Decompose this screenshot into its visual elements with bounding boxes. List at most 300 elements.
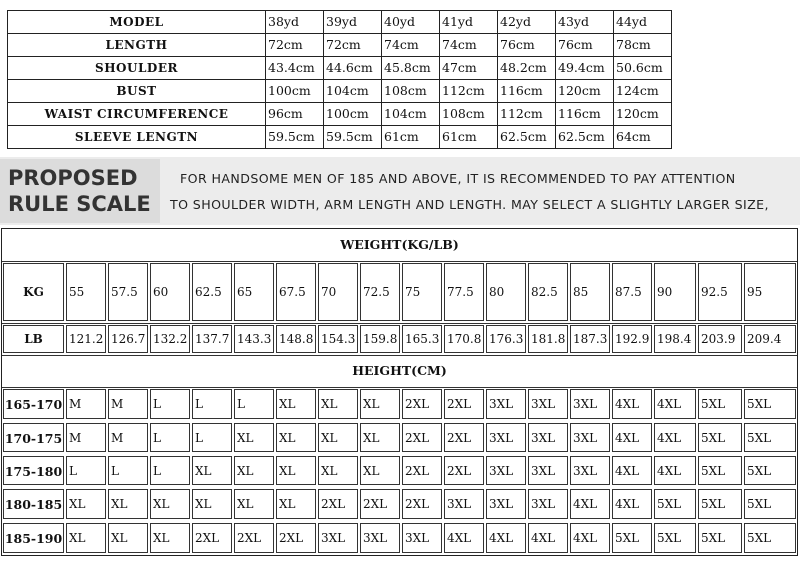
size-cell-text: 5XL xyxy=(657,531,682,545)
size-cell-text: 5XL xyxy=(701,531,726,545)
measurement-cell: 64cm xyxy=(614,126,672,149)
size-cell xyxy=(66,389,106,419)
size-cell xyxy=(150,389,190,419)
size-cell-text: XL xyxy=(279,397,296,411)
size-cell-text: 5XL xyxy=(701,430,726,445)
size-header-cell: 44yd xyxy=(614,11,672,34)
size-cell xyxy=(276,456,316,485)
kg-cell xyxy=(570,263,610,321)
size-cell-text: 2XL xyxy=(363,497,388,511)
measurement-cell: 44.6cm xyxy=(324,57,382,80)
size-cell xyxy=(108,456,148,485)
row-divider xyxy=(2,355,797,356)
measurement-cell: 74cm xyxy=(440,34,498,57)
size-cell xyxy=(612,456,652,485)
size-cell-text: XL xyxy=(363,463,380,478)
size-cell xyxy=(486,489,526,519)
size-cell xyxy=(150,423,190,452)
size-cell xyxy=(486,456,526,485)
measurement-cell: 108cm xyxy=(440,103,498,126)
size-cell xyxy=(402,523,442,553)
size-header-cell: 39yd xyxy=(324,11,382,34)
size-cell xyxy=(276,389,316,419)
lb-cell-text: 176.3 xyxy=(489,332,524,346)
size-cell xyxy=(192,523,232,553)
size-cell xyxy=(444,489,484,519)
lb-cell xyxy=(402,325,442,353)
size-cell-text: 5XL xyxy=(657,497,682,511)
size-cell xyxy=(108,523,148,553)
lb-cell-text: 203.9 xyxy=(701,332,736,346)
lb-cell xyxy=(570,325,610,353)
measurement-row-label: SHOULDER xyxy=(8,57,266,80)
measurement-row-label: SLEEVE LENGTN xyxy=(8,126,266,149)
measurement-cell: 78cm xyxy=(614,34,672,57)
measurement-row xyxy=(8,126,672,149)
row-divider xyxy=(2,387,797,388)
size-cell-text: 3XL xyxy=(405,531,430,545)
size-cell xyxy=(318,523,358,553)
lb-cell xyxy=(612,325,652,353)
size-cell xyxy=(654,489,696,519)
size-cell xyxy=(570,456,610,485)
lb-cell-text: 198.4 xyxy=(657,332,692,346)
size-cell xyxy=(150,523,190,553)
kg-cell xyxy=(150,263,190,321)
size-cell xyxy=(360,389,400,419)
size-cell xyxy=(698,523,742,553)
size-cell xyxy=(528,456,568,485)
measurement-cell: 120cm xyxy=(556,80,614,103)
measurement-cell: 59.5cm xyxy=(324,126,382,149)
measurement-cell: 124cm xyxy=(614,80,672,103)
size-cell xyxy=(654,523,696,553)
size-cell-text: 3XL xyxy=(489,497,514,511)
size-header-cell: 38yd xyxy=(266,11,324,34)
size-cell-text: L xyxy=(237,397,245,411)
size-cell xyxy=(192,489,232,519)
size-cell xyxy=(744,523,796,553)
size-cell-text: M xyxy=(111,397,124,411)
size-cell xyxy=(234,489,274,519)
measurement-cell: 76cm xyxy=(498,34,556,57)
measurement-row-label: WAIST CIRCUMFERENCE xyxy=(8,103,266,126)
kg-cell-text: 57.5 xyxy=(111,285,138,299)
size-cell xyxy=(66,456,106,485)
lb-cell-text: 181.8 xyxy=(531,332,566,346)
size-cell-text: 4XL xyxy=(615,497,640,511)
size-cell xyxy=(528,389,568,419)
size-cell xyxy=(698,423,742,452)
size-cell-text: 2XL xyxy=(195,531,220,545)
kg-cell-text: 92.5 xyxy=(701,285,728,299)
size-cell-text: 4XL xyxy=(657,430,682,445)
size-cell xyxy=(234,456,274,485)
kg-cell xyxy=(612,263,652,321)
measurement-cell: 104cm xyxy=(382,103,440,126)
measurement-cell: 116cm xyxy=(556,103,614,126)
size-cell xyxy=(360,456,400,485)
size-cell-text: L xyxy=(111,463,119,478)
height-range-label xyxy=(3,389,64,419)
size-cell-text: 3XL xyxy=(489,430,514,445)
measurement-cell: 61cm xyxy=(440,126,498,149)
size-cell-text: XL xyxy=(69,531,86,545)
size-cell xyxy=(570,523,610,553)
kg-cell xyxy=(444,263,484,321)
lb-cell xyxy=(276,325,316,353)
size-cell xyxy=(486,389,526,419)
size-recommendation-table xyxy=(1,228,798,556)
measurement-row-label: LENGTH xyxy=(8,34,266,57)
measurement-row xyxy=(8,103,672,126)
lb-cell xyxy=(486,325,526,353)
size-cell xyxy=(150,489,190,519)
size-cell-text: 5XL xyxy=(747,397,772,411)
kg-cell-text: 70 xyxy=(321,285,337,299)
size-cell xyxy=(192,423,232,452)
lb-cell-text: 143.3 xyxy=(237,332,272,346)
kg-cell xyxy=(402,263,442,321)
size-cell-text: 3XL xyxy=(489,463,514,478)
size-cell-text: 3XL xyxy=(447,497,472,511)
size-cell xyxy=(612,523,652,553)
lb-cell-text: 192.9 xyxy=(615,332,650,346)
kg-cell-text: 75 xyxy=(405,285,421,299)
measurement-row xyxy=(8,80,672,103)
size-cell-text: 4XL xyxy=(615,463,640,478)
banner-title xyxy=(0,159,160,223)
size-cell-text: 5XL xyxy=(747,430,772,445)
model-label: MODEL xyxy=(8,11,266,34)
size-cell-text: 2XL xyxy=(405,463,430,478)
measurement-cell: 96cm xyxy=(266,103,324,126)
size-cell xyxy=(276,523,316,553)
row-divider xyxy=(2,323,797,324)
size-cell-text: XL xyxy=(111,497,128,511)
measurement-cell: 104cm xyxy=(324,80,382,103)
height-range-label-text: 165-170 xyxy=(4,397,63,412)
size-cell xyxy=(654,456,696,485)
size-cell-text: 5XL xyxy=(747,497,772,511)
size-cell xyxy=(66,489,106,519)
size-cell xyxy=(444,456,484,485)
kg-cell xyxy=(654,263,696,321)
measurement-cell: 108cm xyxy=(382,80,440,103)
measurement-cell: 62.5cm xyxy=(556,126,614,149)
row-divider xyxy=(2,261,797,262)
measurement-cell: 50.6cm xyxy=(614,57,672,80)
height-range-label xyxy=(3,456,64,485)
kg-cell-text: 62.5 xyxy=(195,285,222,299)
size-cell-text: 4XL xyxy=(573,497,598,511)
size-cell-text: XL xyxy=(111,531,128,545)
size-cell xyxy=(744,389,796,419)
size-cell-text: XL xyxy=(363,397,380,411)
size-cell-text: 5XL xyxy=(701,463,726,478)
measurement-cell: 61cm xyxy=(382,126,440,149)
measurement-row xyxy=(8,34,672,57)
size-cell-text: 4XL xyxy=(657,397,682,411)
size-cell-text: XL xyxy=(195,463,212,478)
kg-cell-text: 85 xyxy=(573,285,589,299)
size-cell-text: XL xyxy=(279,430,296,445)
height-range-label-text: 170-175 xyxy=(4,430,63,446)
kg-cell-text: 87.5 xyxy=(615,285,642,299)
size-cell xyxy=(360,523,400,553)
measurement-cell: 49.4cm xyxy=(556,57,614,80)
size-cell xyxy=(192,389,232,419)
size-cell xyxy=(318,423,358,452)
measurement-cell: 120cm xyxy=(614,103,672,126)
size-cell-text: L xyxy=(195,430,203,445)
size-cell-text: 4XL xyxy=(615,397,640,411)
measurement-cell: 74cm xyxy=(382,34,440,57)
height-range-label-text: 185-190 xyxy=(4,531,63,546)
kg-cell-text: 55 xyxy=(69,285,85,299)
measurement-cell: 62.5cm xyxy=(498,126,556,149)
lb-cell xyxy=(654,325,696,353)
size-cell xyxy=(744,489,796,519)
size-cell-text: 4XL xyxy=(615,430,640,445)
measurement-cell: 76cm xyxy=(556,34,614,57)
size-cell-text: XL xyxy=(321,397,338,411)
height-range-label xyxy=(3,489,64,519)
height-range-label xyxy=(3,423,64,452)
lb-cell-text: 187.3 xyxy=(573,332,608,346)
size-header-cell: 40yd xyxy=(382,11,440,34)
size-cell xyxy=(698,389,742,419)
lb-cell-text: 126.7 xyxy=(111,332,146,346)
size-cell xyxy=(528,523,568,553)
kg-cell xyxy=(744,263,796,321)
kg-cell-text: 60 xyxy=(153,285,169,299)
size-cell xyxy=(698,489,742,519)
kg-cell xyxy=(192,263,232,321)
lb-cell-text: 148.8 xyxy=(279,332,314,346)
size-cell-text: 2XL xyxy=(405,397,430,411)
size-cell-text: 4XL xyxy=(657,463,682,478)
size-cell-text: XL xyxy=(153,531,170,545)
kg-cell-text: 72.5 xyxy=(363,285,390,299)
size-cell xyxy=(234,389,274,419)
size-cell xyxy=(486,423,526,452)
lb-cell xyxy=(318,325,358,353)
size-cell xyxy=(402,423,442,452)
measurement-cell: 100cm xyxy=(324,103,382,126)
size-cell-text: 4XL xyxy=(489,531,514,545)
kg-cell-text: 82.5 xyxy=(531,285,558,299)
size-cell xyxy=(276,489,316,519)
size-cell xyxy=(698,456,742,485)
kg-label-text: KG xyxy=(23,285,44,299)
size-cell-text: 3XL xyxy=(531,430,556,445)
size-cell xyxy=(444,389,484,419)
size-cell-text: 4XL xyxy=(573,531,598,545)
lb-label-text: LB xyxy=(24,332,43,346)
size-cell xyxy=(402,456,442,485)
size-cell xyxy=(66,523,106,553)
size-cell-text: XL xyxy=(321,430,338,445)
kg-cell-text: 95 xyxy=(747,285,763,299)
height-range-label xyxy=(3,523,64,553)
size-cell-text: XL xyxy=(237,430,254,445)
lb-cell xyxy=(234,325,274,353)
measurement-cell: 43.4cm xyxy=(266,57,324,80)
lb-cell-text: 132.2 xyxy=(153,332,188,346)
lb-cell-text: 159.8 xyxy=(363,332,398,346)
size-cell xyxy=(192,456,232,485)
size-cell-text: 3XL xyxy=(531,463,556,478)
kg-cell-text: 77.5 xyxy=(447,285,474,299)
measurement-row-label: BUST xyxy=(8,80,266,103)
size-cell-text: M xyxy=(111,430,124,445)
kg-cell xyxy=(108,263,148,321)
lb-cell-text: 137.7 xyxy=(195,332,230,346)
lb-label xyxy=(3,325,64,353)
size-cell xyxy=(612,423,652,452)
size-cell xyxy=(528,423,568,452)
size-cell xyxy=(444,423,484,452)
kg-cell xyxy=(360,263,400,321)
size-cell xyxy=(108,489,148,519)
measurement-cell: 112cm xyxy=(498,103,556,126)
size-cell-text: XL xyxy=(363,430,380,445)
size-cell-text: XL xyxy=(153,497,170,511)
size-cell-text: 2XL xyxy=(447,397,472,411)
size-header-cell: 42yd xyxy=(498,11,556,34)
measurement-cell: 112cm xyxy=(440,80,498,103)
size-cell xyxy=(318,456,358,485)
proposed-rule-scale-banner xyxy=(0,157,800,225)
kg-cell-text: 80 xyxy=(489,285,505,299)
size-cell-text: 2XL xyxy=(279,531,304,545)
measurement-cell: 45.8cm xyxy=(382,57,440,80)
size-cell-text: 5XL xyxy=(615,531,640,545)
size-cell-text: XL xyxy=(237,497,254,511)
size-cell-text: L xyxy=(153,397,161,411)
size-cell-text: M xyxy=(69,397,82,411)
size-cell xyxy=(66,423,106,452)
measurement-row xyxy=(8,57,672,80)
lb-cell xyxy=(192,325,232,353)
size-cell xyxy=(570,423,610,452)
size-cell xyxy=(654,423,696,452)
size-cell-text: L xyxy=(195,397,203,411)
size-cell xyxy=(318,489,358,519)
size-cell xyxy=(444,523,484,553)
size-cell-text: 3XL xyxy=(531,497,556,511)
size-cell-text: XL xyxy=(69,497,86,511)
height-range-label-text: 175-180 xyxy=(4,463,63,479)
kg-cell xyxy=(318,263,358,321)
measurement-header-row xyxy=(8,11,672,34)
size-cell-text: 2XL xyxy=(405,497,430,511)
size-cell-text: 3XL xyxy=(321,531,346,545)
size-cell-text: 2XL xyxy=(447,430,472,445)
lb-cell-text: 121.2 xyxy=(69,332,104,346)
size-cell-text: 5XL xyxy=(701,397,726,411)
size-cell xyxy=(528,489,568,519)
size-cell-text: XL xyxy=(237,463,254,478)
lb-cell xyxy=(150,325,190,353)
lb-cell xyxy=(444,325,484,353)
lb-cell-text: 209.4 xyxy=(747,332,782,346)
size-cell-text: 4XL xyxy=(531,531,556,545)
kg-cell xyxy=(276,263,316,321)
kg-cell xyxy=(486,263,526,321)
banner-text-line1: FOR HANDSOME MEN OF 185 AND ABOVE, IT IS RECOMMENDED TO PAY ATTENTION xyxy=(180,171,736,186)
size-cell-text: 2XL xyxy=(405,430,430,445)
size-cell xyxy=(612,489,652,519)
weight-header: WEIGHT(KG/LB) xyxy=(340,237,459,252)
lb-cell xyxy=(360,325,400,353)
size-cell-text: 3XL xyxy=(363,531,388,545)
size-cell xyxy=(486,523,526,553)
measurement-cell: 116cm xyxy=(498,80,556,103)
size-cell-text: 5XL xyxy=(747,531,772,545)
size-cell xyxy=(744,456,796,485)
lb-cell-text: 170.8 xyxy=(447,332,482,346)
lb-cell-text: 165.3 xyxy=(405,332,440,346)
measurement-cell: 100cm xyxy=(266,80,324,103)
banner-title-line1: PROPOSED xyxy=(8,166,138,190)
kg-cell xyxy=(528,263,568,321)
size-cell xyxy=(612,389,652,419)
size-cell xyxy=(744,423,796,452)
banner-title-line2: RULE SCALE xyxy=(8,192,151,216)
size-cell xyxy=(360,489,400,519)
size-cell xyxy=(108,423,148,452)
size-header-cell: 41yd xyxy=(440,11,498,34)
banner-text-line2: TO SHOULDER WIDTH, ARM LENGTH AND LENGTH. MAY SELECT A SLIGHTLY LARGER SIZE, xyxy=(170,197,769,212)
kg-cell xyxy=(234,263,274,321)
kg-cell-text: 65 xyxy=(237,285,253,299)
size-cell-text: 2XL xyxy=(321,497,346,511)
size-cell-text: 2XL xyxy=(237,531,262,545)
size-cell xyxy=(318,389,358,419)
size-cell-text: M xyxy=(69,430,82,445)
size-cell-text: XL xyxy=(195,497,212,511)
kg-cell-text: 67.5 xyxy=(279,285,306,299)
lb-cell-text: 154.3 xyxy=(321,332,356,346)
size-cell-text: 5XL xyxy=(701,497,726,511)
kg-cell xyxy=(66,263,106,321)
size-cell-text: XL xyxy=(279,463,296,478)
lb-cell xyxy=(66,325,106,353)
size-cell-text: 3XL xyxy=(573,463,598,478)
measurement-cell: 47cm xyxy=(440,57,498,80)
size-cell-text: XL xyxy=(279,497,296,511)
size-cell-text: 2XL xyxy=(447,463,472,478)
kg-label xyxy=(3,263,64,321)
lb-cell xyxy=(744,325,796,353)
size-header-cell: 43yd xyxy=(556,11,614,34)
size-cell xyxy=(276,423,316,452)
measurement-cell: 72cm xyxy=(324,34,382,57)
measurement-cell: 72cm xyxy=(266,34,324,57)
size-cell-text: L xyxy=(69,463,77,478)
size-cell xyxy=(150,456,190,485)
measurement-cell: 48.2cm xyxy=(498,57,556,80)
size-cell-text: L xyxy=(153,463,161,478)
height-range-label-text: 180-185 xyxy=(4,497,63,512)
kg-cell xyxy=(698,263,742,321)
height-header: HEIGHT(CM) xyxy=(352,363,447,378)
size-cell xyxy=(402,389,442,419)
size-cell-text: 5XL xyxy=(747,463,772,478)
size-cell xyxy=(570,389,610,419)
